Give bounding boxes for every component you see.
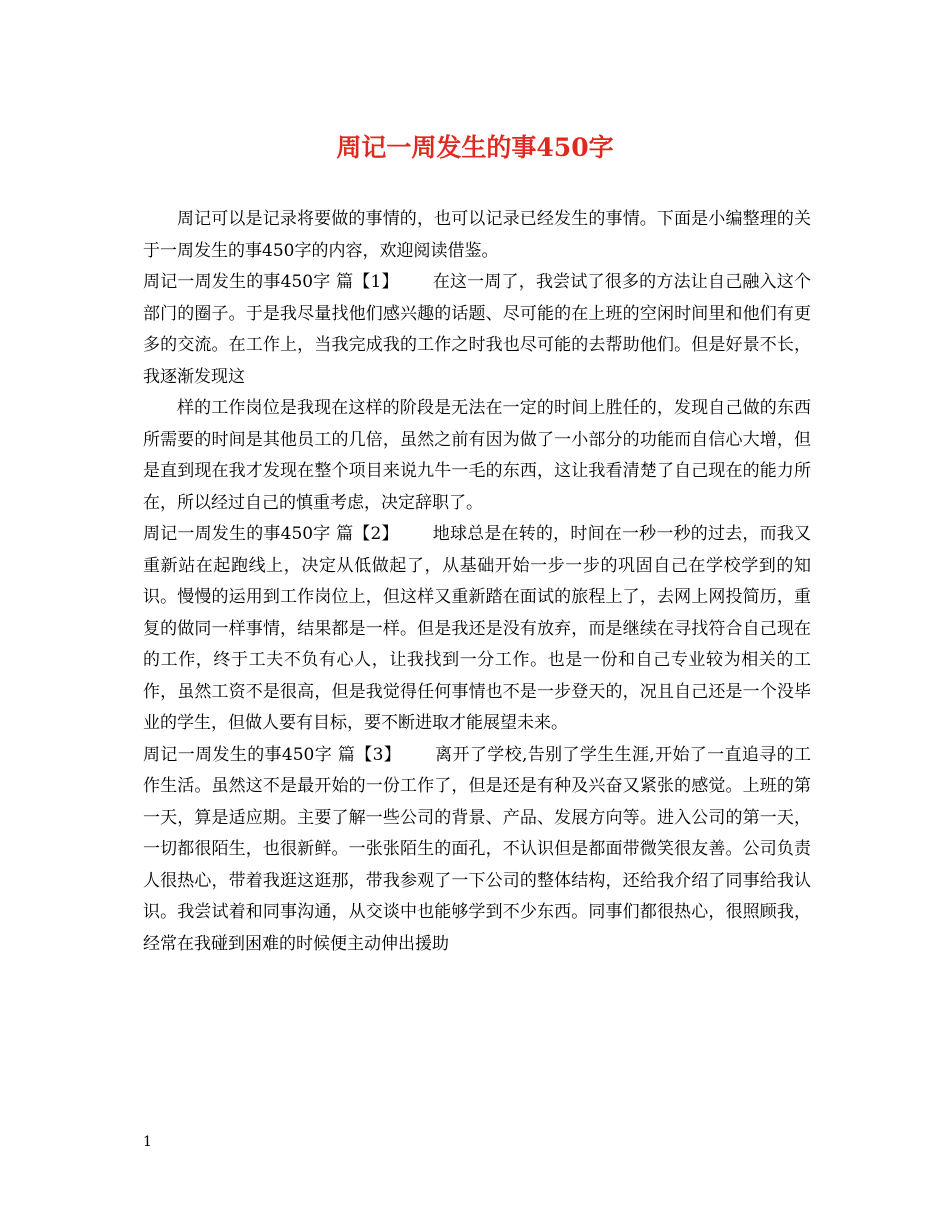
article-1-text: 在这一周了，我尝试了很多的方法让自己融入这个部门的圈子。于是我尽量找他们感兴趣的话题、尽可能的在上班的空闲时间里和他们有更多的交流。在工作上，当我完成我的工作之时我也尽可能的去帮助他们。但是好景不长，我逐渐发现这 [143, 272, 812, 387]
article-3-text: 离开了学校,告别了学生生涯,开始了一直追寻的工作生活。虽然这不是最开始的一份工作了，但是还是有种及兴奋又紧张的感觉。上班的第一天，算是适应期。主要了解一些公司的背景、产品、发展方向等。进入公司的第一天，一切都很陌生，也很新鲜。一张张陌生的面孔，不认识但是都面带微笑很友善。公司负责人很热心，带着我逛这逛那，带我参观了一下公司的整体结构，还给我介绍了同事给我认识。我尝试着和同事沟通，从交谈中也能够学到不少东西。同事们都很热心，很照顾我，经常在我碰到困难的时候便主动伸出援助 [143, 744, 811, 954]
article-2-heading: 周记一周发生的事450字 篇【2】 [143, 524, 399, 544]
article-2-text: 地球总是在转的，时间在一秒一秒的过去，而我又重新站在起跑线上，决定从低做起了，从基础开始一步一步的巩固自己在学校学到的知识。慢慢的运用到工作岗位上，但这样又重新踏在面试的旅程上了，去网上网投简历，重复的做同一样事情，结果都是一样。但是我还是没有放弃，而是继续在寻找符合自己现在的工作，终于工夫不负有心人，让我找到一分工作。也是一份和自己专业较为相关的工作，虽然工资不是很高，但是我觉得任何事情也不是一步登天的，况且自己还是一个没毕业的学生，但做人要有目标，要不断进取才能展望未来。 [143, 524, 812, 733]
article-1-continuation: 样的工作岗位是我现在这样的阶段是无法在一定的时间上胜任的，发现自己做的东西所需要的时间是其他员工的几倍，虽然之前有因为做了一小部分的功能而自信心大增，但是直到现在我才发现在整个项目来说九牛一毛的东西，这让我看清楚了自己现在的能力所在，所以经过自己的慎重考虑，决定辞职了。 [143, 398, 811, 513]
article-1-paragraph [143, 267, 811, 393]
article-1-heading: 周记一周发生的事450字 篇【1】 [143, 272, 399, 292]
article-3-heading: 周记一周发生的事450字 篇【3】 [143, 744, 402, 765]
article-3-paragraph [143, 740, 811, 961]
intro-paragraph: 周记可以是记录将要做的事情的，也可以记录已经发生的事情。下面是小编整理的关于一周发生的事450字的内容，欢迎阅读借鉴。 [143, 209, 811, 261]
document-body [143, 204, 811, 960]
page-number: 1 [143, 1134, 152, 1150]
article-2-paragraph [143, 519, 811, 740]
document-title: 周记一周发生的事450字 [336, 133, 614, 162]
